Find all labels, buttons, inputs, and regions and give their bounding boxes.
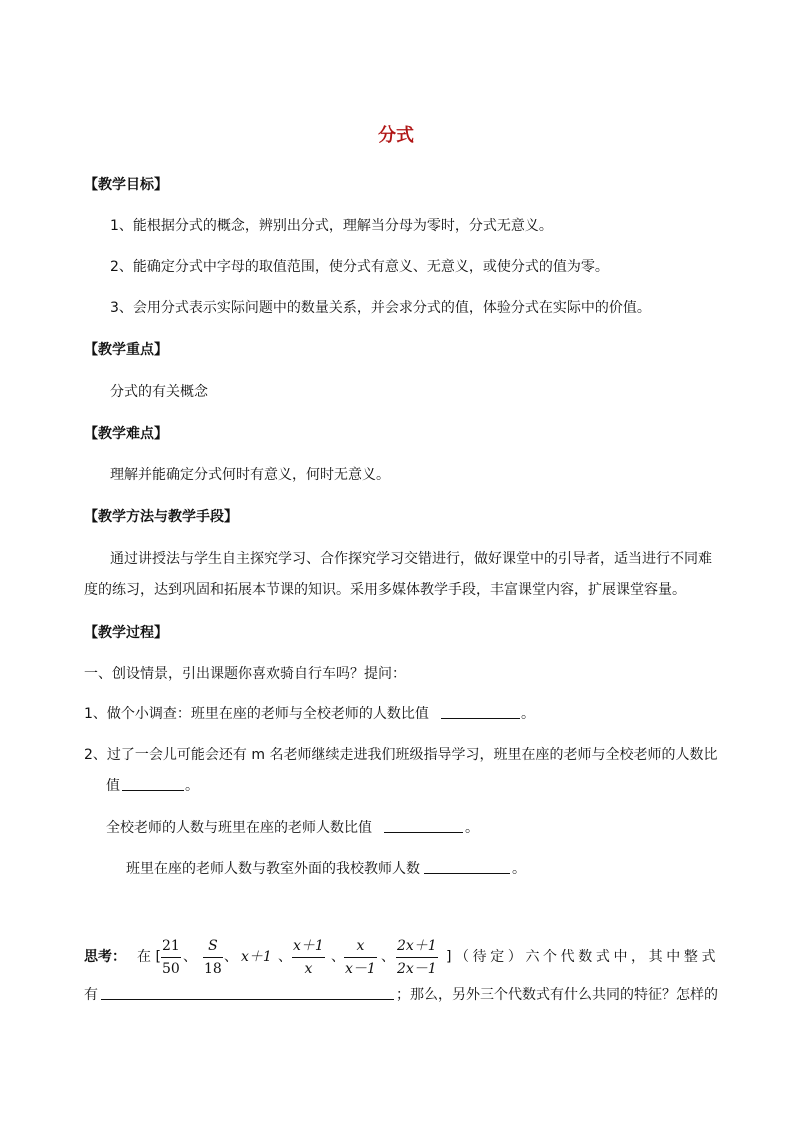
answer-blank[interactable] (122, 790, 184, 791)
methods-line: 度的练习，达到巩固和拓展本节课的知识。采用多媒体教学手段，丰富课堂内容，扩展课堂容量。 (84, 582, 686, 598)
fraction-expr (292, 938, 325, 978)
difficulties-heading: 【教学难点】 (84, 426, 168, 442)
goal-item: 2、能确定分式中字母的取值范围，使分式有意义、无意义，或使分式的值为零。 (110, 259, 609, 275)
fraction-denominator: x (304, 961, 313, 977)
fraction-expr (203, 938, 223, 978)
fraction-numerator: 2x＋1 (397, 938, 437, 954)
process-heading: 【教学过程】 (84, 625, 168, 641)
separator: 、 (183, 949, 197, 965)
fraction-denominator: 2x－1 (397, 961, 437, 977)
fraction-expr (396, 938, 438, 978)
key-points-heading: 【教学重点】 (84, 342, 168, 358)
fraction-numerator: S (208, 938, 218, 954)
fraction-numerator: x (356, 938, 365, 954)
inline-expr: x＋1 (241, 949, 272, 965)
thinking-text: ]（待定）六个代数式中，其中整式 (446, 949, 720, 965)
fraction-expr (344, 938, 377, 978)
question-4-end: 。 (512, 861, 526, 877)
answer-blank[interactable] (101, 999, 394, 1000)
question-1: 1、做个小调查：班里在座的老师与全校老师的人数比值 (84, 706, 429, 722)
fraction-denominator: 18 (204, 961, 222, 977)
question-2-end: 。 (185, 778, 199, 794)
answer-blank[interactable] (441, 718, 520, 719)
goal-item: 1、能根据分式的概念，辨别出分式，理解当分母为零时，分式无意义。 (110, 218, 553, 234)
fraction-denominator: x－1 (345, 961, 376, 977)
question-2: 2、过了一会儿可能会还有 m 名老师继续走进我们班级指导学习，班里在座的老师与全校老师的人数比 (84, 747, 718, 763)
process-intro: 一、创设情景，引出课题你喜欢骑自行车吗？提问： (84, 666, 406, 682)
question-1-end: 。 (521, 706, 535, 722)
methods-line: 通过讲授法与学生自主探究学习、合作探究学习交错进行，做好课堂中的引导者，适当进行不同难 (110, 551, 712, 567)
goals-heading: 【教学目标】 (84, 177, 168, 193)
difficulties-text: 理解并能确定分式何时有意义，何时无意义。 (110, 467, 390, 483)
methods-heading: 【教学方法与教学手段】 (84, 509, 238, 525)
fraction-denominator: 50 (162, 961, 180, 977)
question-3-end: 。 (465, 820, 479, 836)
thinking-open: 在 [ (137, 949, 161, 965)
answer-blank[interactable] (424, 873, 510, 874)
fraction-expr (161, 938, 181, 978)
separator: 、 (278, 949, 292, 965)
fraction-numerator: x＋1 (293, 938, 324, 954)
thinking-line2-text: ；那么，另外三个代数式有什么共同的特征？怎样的 (396, 987, 718, 1003)
thinking-label: 思考： (84, 949, 126, 965)
thinking-line2-start: 有 (84, 987, 98, 1003)
answer-blank[interactable] (384, 832, 463, 833)
separator: 、 (381, 949, 395, 965)
question-4: 班里在座的老师人数与教室外面的我校教师人数 (126, 861, 420, 877)
page-title: 分式 (378, 125, 414, 146)
fraction-numerator: 21 (162, 938, 180, 954)
question-2-cont: 值 (106, 778, 120, 794)
question-3: 全校老师的人数与班里在座的老师人数比值 (106, 820, 372, 836)
key-points-text: 分式的有关概念 (110, 384, 208, 400)
separator: 、 (331, 949, 345, 965)
goal-item: 3、会用分式表示实际问题中的数量关系，并会求分式的值，体验分式在实际中的价值。 (110, 300, 651, 316)
separator: 、 (224, 949, 238, 965)
